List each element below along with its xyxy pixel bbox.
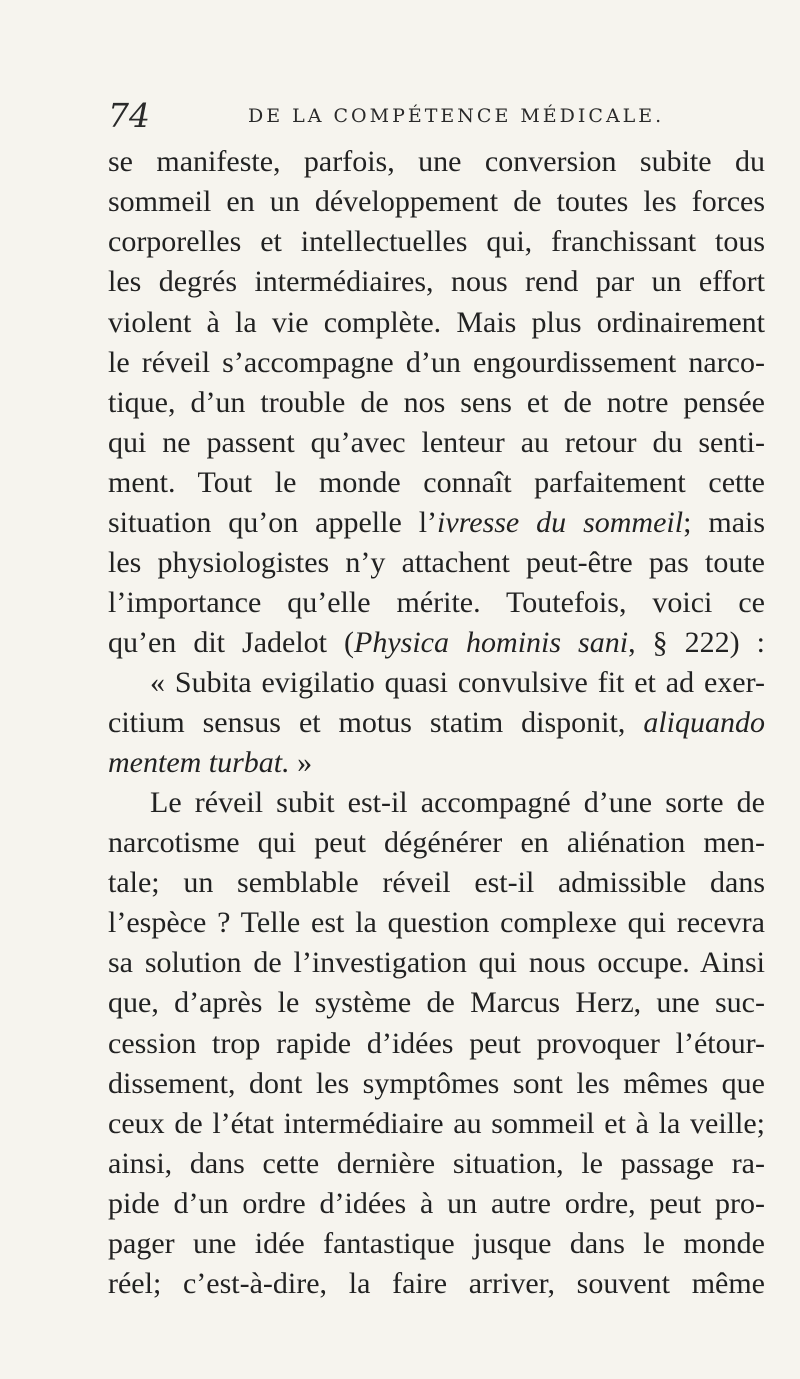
text-line: sa solution de l’investigation qui nous occupe. Ainsi: [108, 946, 765, 979]
text-line: l’importance qu’elle mérite. Toutefois, voici ce: [108, 586, 765, 619]
text-span: , § 222) :: [628, 626, 765, 659]
page-number: 74: [108, 96, 150, 135]
quote-line: « Subita evigilatio quasi convulsive fit et ad exer-: [150, 666, 765, 699]
text-span: citium sensus et motus statim disponit,: [108, 706, 644, 739]
text-line: réel; c’est-à-dire, la faire arriver, souvent même: [108, 1267, 765, 1300]
text-line: qui ne passent qu’avec lenteur au retour du senti-: [108, 426, 765, 459]
italic-phrase: mentem turbat.: [108, 746, 290, 779]
text-line: cession trop rapide d’idées peut provoquer l’étour-: [108, 1027, 765, 1060]
text-line: ainsi, dans cette dernière situation, le passage ra-: [108, 1147, 765, 1180]
text-line: ment. Tout le monde connaît parfaitement cette: [108, 466, 765, 499]
text-line: violent à la vie complète. Mais plus ordinairement: [108, 306, 765, 339]
text-line: ceux de l’état intermédiaire au sommeil et à la veille;: [108, 1107, 765, 1140]
text-line: les physiologistes n’y attachent peut-être pas toute: [108, 546, 765, 579]
text-line: tique, d’un trouble de nos sens et de notre pensée: [108, 386, 765, 419]
text-line: [108, 703, 765, 743]
text-line: [108, 743, 312, 783]
text-line: les degrés intermédiaires, nous rend par un effort: [108, 265, 765, 298]
paragraph-first-line: Le réveil subit est-il accompagné d’une sorte de: [150, 786, 765, 819]
text-line: que, d’après le système de Marcus Herz, une suc-: [108, 986, 765, 1019]
text-span: ; mais: [683, 506, 766, 539]
italic-phrase: aliquando: [643, 706, 765, 739]
text-line: corporelles et intellectuelles qui, franchissant tous: [108, 225, 765, 258]
text-span: situation qu’on appelle l’: [108, 506, 438, 539]
running-head: DE LA COMPÉTENCE MÉDICALE.: [248, 105, 665, 127]
italic-phrase: Physica hominis sani: [354, 626, 629, 659]
text-line: dissement, dont les symptômes sont les mêmes que: [108, 1067, 765, 1100]
text-line: tale; un semblable réveil est-il admissible dans: [108, 866, 765, 899]
text-line: l’espèce ? Telle est la question complexe qui recevra: [108, 906, 765, 939]
text-line: [108, 503, 765, 543]
text-line: le réveil s’accompagne d’un engourdissement narco-: [108, 346, 765, 379]
text-line: se manifeste, parfois, une conversion subite du: [108, 145, 765, 178]
text-line: pide d’un ordre d’idées à un autre ordre, peut pro-: [108, 1187, 765, 1220]
text-span: »: [289, 746, 313, 779]
text-line: sommeil en un développement de toutes les forces: [108, 185, 765, 218]
text-line: pager une idée fantastique jusque dans le monde: [108, 1227, 765, 1260]
text-line: narcotisme qui peut dégénérer en aliénation men-: [108, 826, 765, 859]
text-line: [108, 623, 765, 663]
italic-phrase: ivresse du sommeil: [437, 506, 684, 539]
text-span: qu’en dit Jadelot (: [108, 626, 355, 659]
